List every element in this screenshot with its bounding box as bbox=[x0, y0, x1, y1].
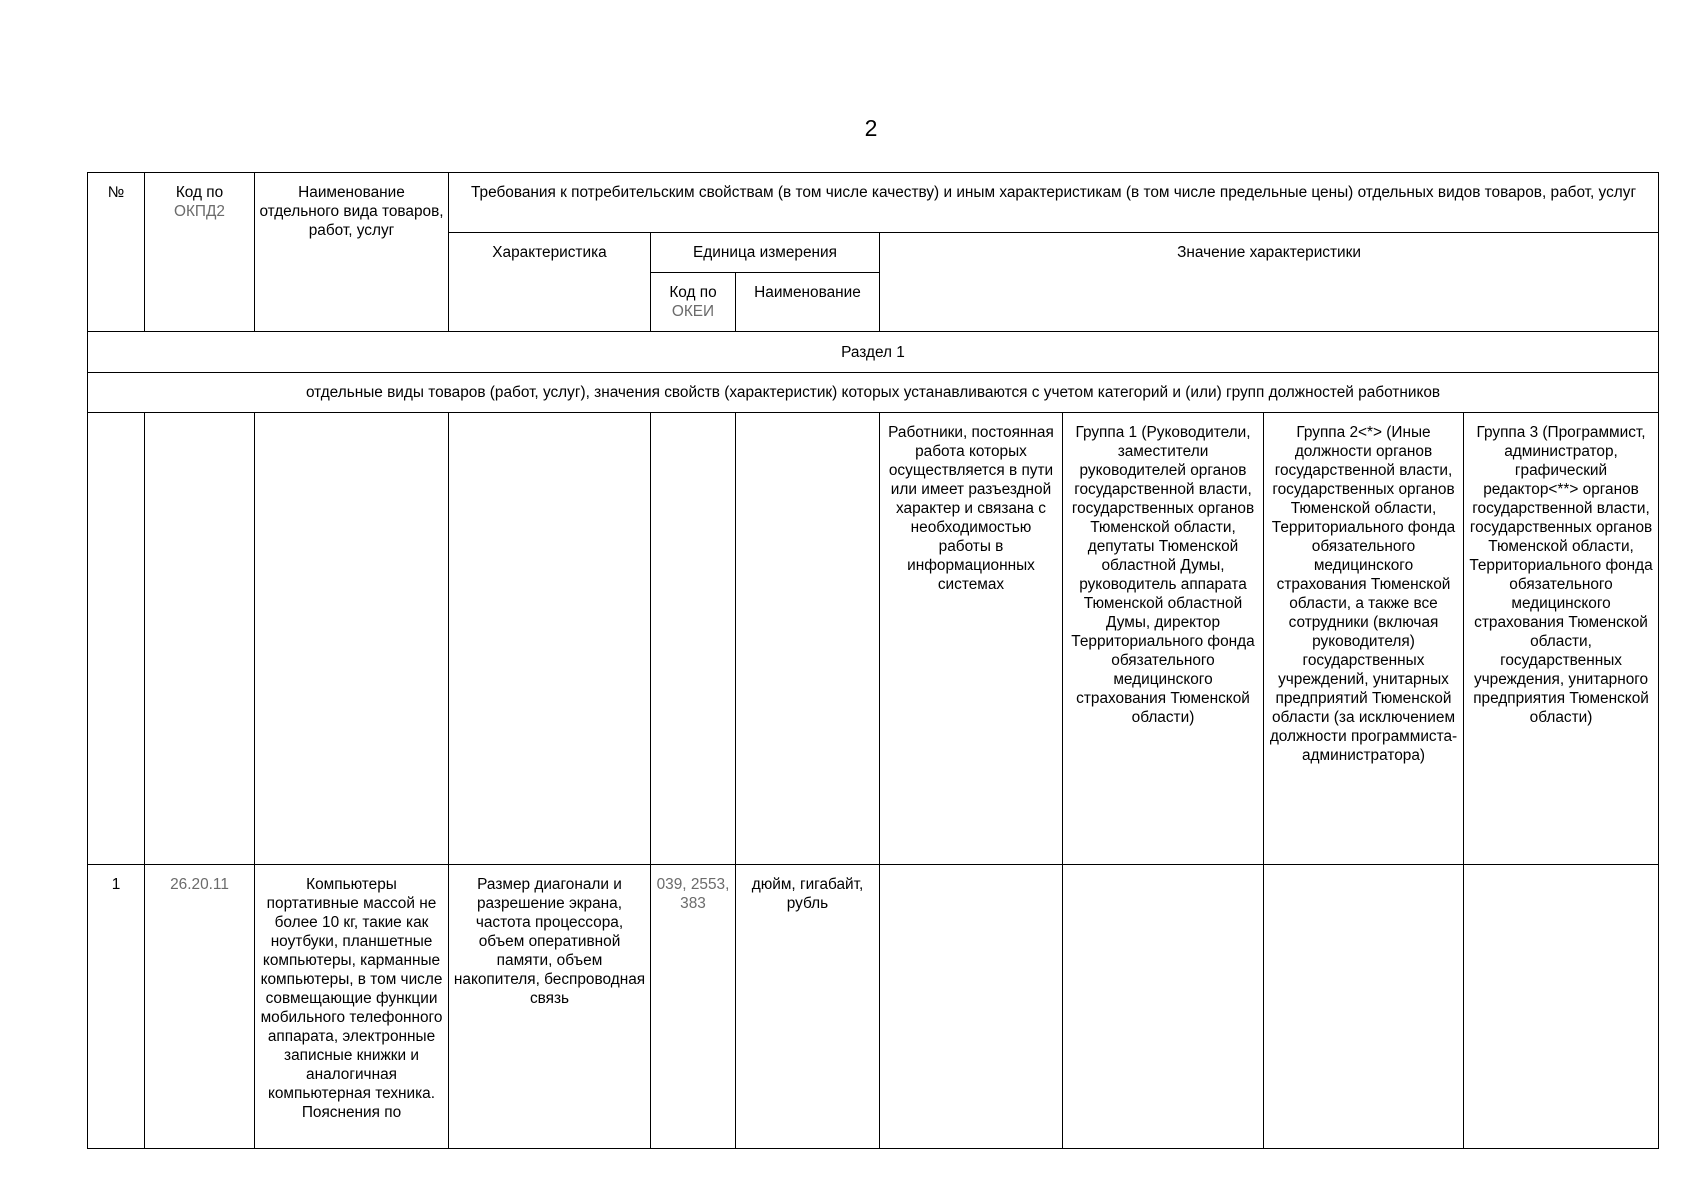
group-1: Группа 1 (Руководители, заместители руководителей органов государственной власти, государственных органов Тюменской области, депутаты Тюменской областной Думы, руководитель аппарата Тюменской областной Думы, директор Территориального фонда обязательного медицинского страхования Тюменской области) bbox=[1063, 413, 1264, 865]
section-subtitle: отдельные виды товаров (работ, услуг), значения свойств (характеристик) которых устанавливаются с учетом категорий и (или) групп должностей работников bbox=[88, 373, 1659, 413]
header-okpd-code-label: Код по bbox=[175, 184, 224, 201]
okei-link[interactable]: ОКЕИ bbox=[671, 303, 715, 320]
okpd2-link[interactable]: ОКПД2 bbox=[174, 203, 225, 220]
group-traveling-workers: Работники, постоянная работа которых осуществляется в пути или имеет разъездной характер и связана с необходимостью работы в информационных системах bbox=[880, 413, 1063, 865]
header-unit: Единица измерения bbox=[651, 233, 880, 273]
section-title: Раздел 1 bbox=[88, 332, 1659, 373]
header-okei-code bbox=[651, 273, 736, 332]
row-characteristic: Размер диагонали и разрешение экрана, частота процессора, объем оперативной памяти, объем накопителя, беспроводная связь bbox=[449, 865, 651, 1149]
row-value-cell bbox=[1063, 865, 1264, 1149]
row-unit-names: дюйм, гигабайт, рубль bbox=[736, 865, 880, 1149]
header-item-name: Наименование отдельного вида товаров, работ, услуг bbox=[255, 173, 449, 332]
row-value-cell bbox=[1264, 865, 1464, 1149]
header-num: № bbox=[88, 173, 145, 332]
empty-cell bbox=[145, 413, 255, 865]
empty-cell bbox=[255, 413, 449, 865]
row-okpd-code-link[interactable]: 26.20.11 bbox=[145, 865, 255, 1149]
requirements-table bbox=[87, 172, 1659, 1149]
header-characteristic: Характеристика bbox=[449, 233, 651, 332]
header-requirements: Требования к потребительским свойствам (в том числе качеству) и иным характеристикам (в том числе предельные цены) отдельных видов товаров, работ, услуг bbox=[449, 173, 1659, 233]
group-3: Группа 3 (Программист, администратор, графический редактор<**> органов государственной власти, государственных органов Тюменской области, Территориального фонда обязательного медицинского страхования Тюменской области, государственных учреждения, унитарного предприятия Тюменской области) bbox=[1464, 413, 1659, 865]
empty-cell bbox=[736, 413, 880, 865]
row-item-name: Компьютеры портативные массой не более 10 кг, такие как ноутбуки, планшетные компьютеры, карманные компьютеры, в том числе совмещающие функции мобильного телефонного аппарата, электронные записные книжки и аналогичная компьютерная техника. Пояснения по bbox=[255, 865, 449, 1149]
row-okei-codes-link[interactable]: 039, 2553, 383 bbox=[651, 865, 736, 1149]
empty-cell bbox=[651, 413, 736, 865]
header-value: Значение характеристики bbox=[880, 233, 1659, 332]
groups-row bbox=[88, 413, 1659, 865]
row-num: 1 bbox=[88, 865, 145, 1149]
empty-cell bbox=[88, 413, 145, 865]
header-okei-code-label: Код по bbox=[669, 284, 717, 301]
row-value-cell bbox=[1464, 865, 1659, 1149]
table-row bbox=[88, 865, 1659, 1149]
header-okpd-code bbox=[145, 173, 255, 332]
empty-cell bbox=[449, 413, 651, 865]
page-number: 2 bbox=[864, 115, 878, 141]
header-unit-name: Наименование bbox=[736, 273, 880, 332]
row-value-cell bbox=[880, 865, 1063, 1149]
group-2: Группа 2<*> (Иные должности органов государственной власти, государственных органов Тюменской области, Территориального фонда обязательного медицинского страхования Тюменской области, а также все сотрудники (включая руководителя) государственных учреждений, унитарных предприятий Тюменской области (за исключением должности программиста-администратора) bbox=[1264, 413, 1464, 865]
